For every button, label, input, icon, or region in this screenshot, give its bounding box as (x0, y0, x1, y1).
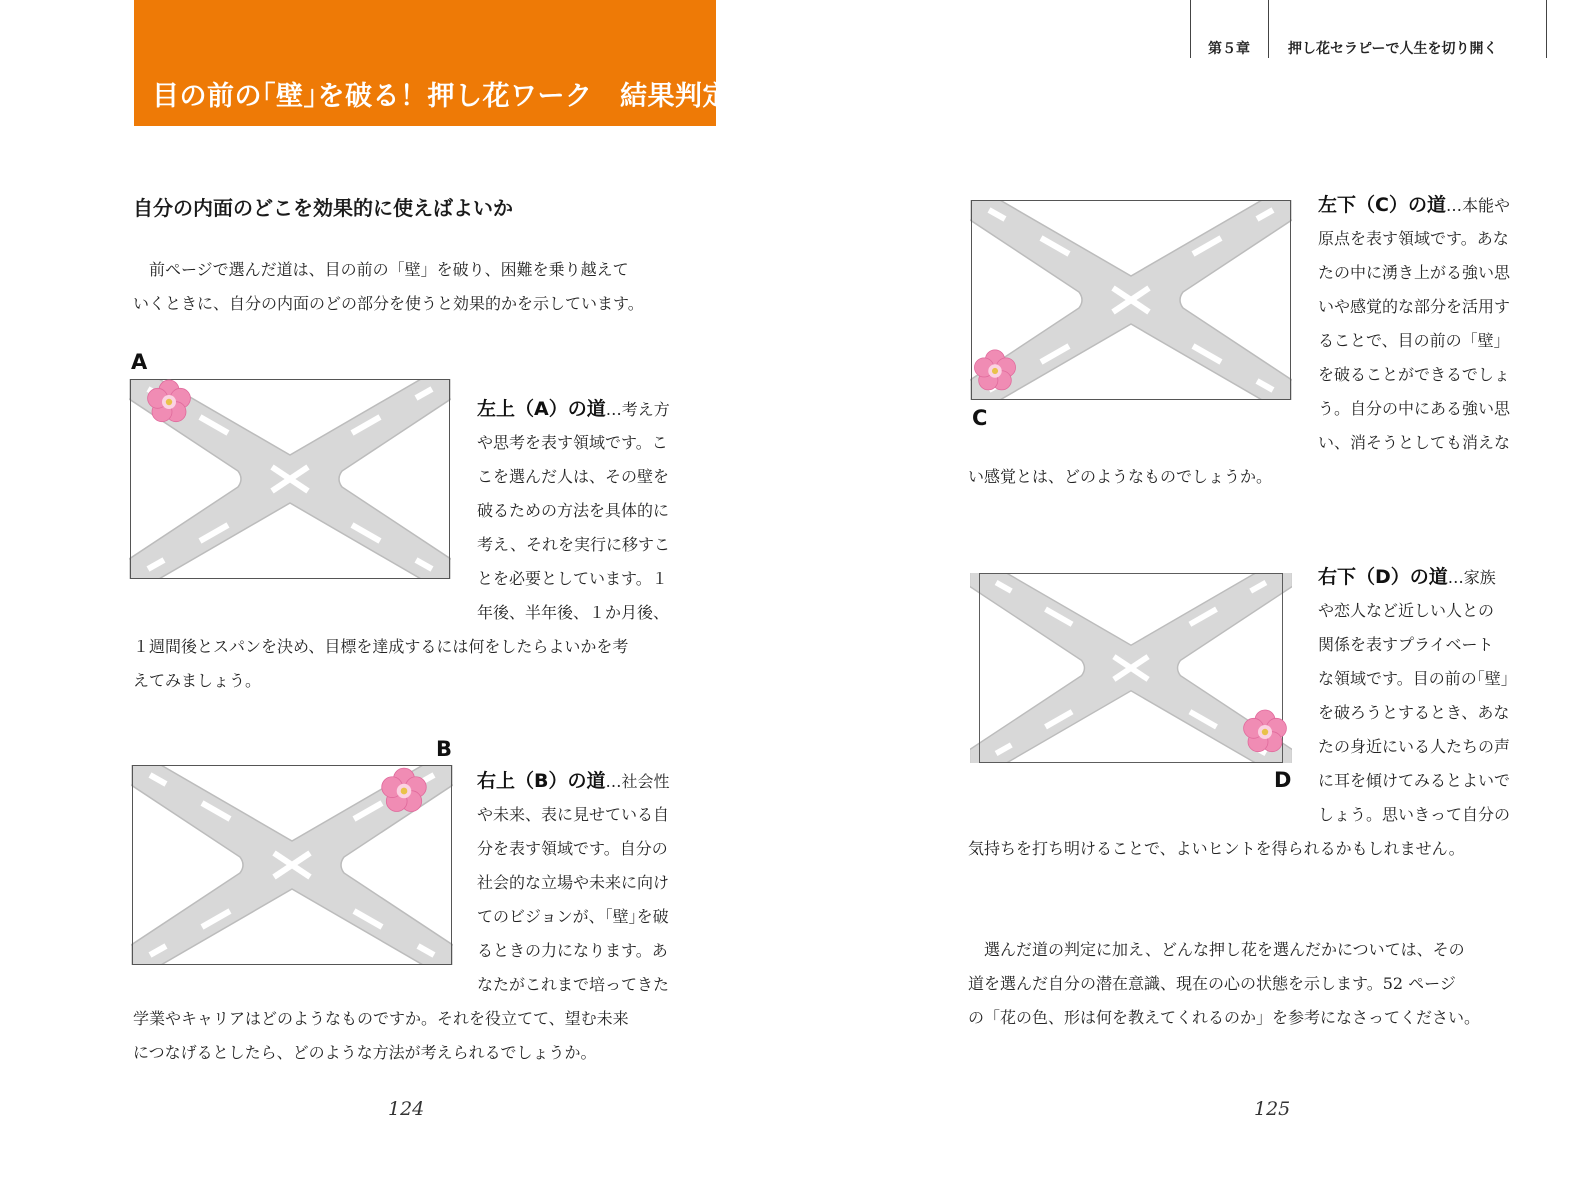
road-c-text-line: う。自分の中にある強い思 (1318, 399, 1511, 418)
road-d-title: 右下（D）の道 (1318, 566, 1448, 588)
road-c-text-line: を破ることができるでしょ (1318, 365, 1510, 384)
road-a-label: A (131, 350, 148, 374)
road-a-text-line: や思考を表す領域です。こ (477, 433, 668, 452)
road-d-text: …家族 (1447, 568, 1496, 587)
closing-line: 道を選んだ自分の潜在意識、現在の心の状態を示します。52 ページ (968, 974, 1456, 993)
road-d-text-line: 気持ちを打ち明けることで、よいヒントを得られるかもしれません。 (968, 839, 1465, 858)
road-c-text-line: ることで、目の前の「壁」 (1318, 331, 1510, 350)
header-divider (1546, 0, 1547, 58)
road-b-figure (131, 765, 453, 965)
road-c-label: C (972, 406, 988, 430)
road-a-text-line: 年後、半年後、１か月後、 (477, 603, 670, 622)
road-b-text-line: 分を表す領域です。自分の (477, 839, 668, 858)
road-b-text-line: てのビジョンが、｢壁｣を破 (477, 907, 669, 926)
road-c-text-line (1318, 188, 1510, 222)
road-d-text-line: に耳を傾けてみるとよいで (1318, 771, 1511, 790)
road-b-text-line: につなげるとしたら、どのような方法が考えられるでしょうか。 (133, 1043, 597, 1062)
road-b-text-line: 学業やキャリアはどのようなものですか。それを役立てて、望む未来 (133, 1009, 629, 1028)
road-d-text-line (1318, 560, 1496, 594)
road-d-text-line: を破ろうとするとき、あな (1318, 703, 1510, 722)
road-b-text-line: や未来、表に見せている自 (477, 805, 670, 824)
road-a-text-line: こを選んだ人は、その壁を (477, 467, 670, 486)
road-a-text-line: 考え、それを実行に移すこ (477, 535, 670, 554)
page-title: 目の前の｢壁｣を破る！押し花ワーク 結果判定 (152, 81, 730, 112)
road-b-text-line (477, 764, 670, 798)
road-d-text-line: 関係を表すプライベート (1318, 635, 1494, 654)
road-b-text-line: 社会的な立場や未来に向け (477, 873, 670, 892)
road-a-text: …考え方 (605, 400, 670, 419)
road-b-text-line: なたがこれまで培ってきた (477, 975, 670, 994)
closing-line: 選んだ道の判定に加え、どんな押し花を選んだかについては、その (968, 940, 1465, 959)
road-b-label: B (436, 737, 453, 761)
road-c-figure (970, 200, 1292, 400)
road-a-title: 左上（A）の道 (477, 398, 606, 420)
title-banner (134, 0, 730, 126)
road-a-text-line (477, 392, 670, 426)
road-d-text-line: や恋人など近しい人との (1318, 601, 1495, 620)
road-c-text-line: い感覚とは、どのようなものでしょうか。 (968, 467, 1273, 486)
intro-line: いくときに、自分の内面のどの部分を使うと効果的かを示しています。 (133, 294, 644, 313)
road-b-text: …社会性 (605, 772, 670, 791)
header-divider (1268, 0, 1269, 58)
road-a-text-line: １週間後とスパンを決め、目標を達成するには何をしたらよいかを考 (133, 637, 629, 656)
road-c-text: …本能や (1445, 196, 1510, 215)
page-number: 124 (388, 1098, 425, 1120)
header-divider (1190, 0, 1191, 58)
road-a-text-line: えてみましょう。 (133, 671, 262, 690)
road-d-figure (970, 573, 1292, 763)
road-c-text-line: いや感覚的な部分を活用す (1318, 297, 1511, 316)
road-a-figure (129, 379, 451, 579)
page-number: 125 (1254, 1098, 1291, 1120)
chapter-title: 押し花セラピーで人生を切り開く (1288, 41, 1498, 57)
closing-line: の「花の色、形は何を教えてくれるのか」を参考になさってください。 (968, 1008, 1481, 1027)
road-a-text-line: 破るための方法を具体的に (477, 501, 670, 520)
intro-line: 前ページで選んだ道は、目の前の「壁」を破り、困難を乗り越えて (133, 260, 629, 279)
road-b-text-line: るときの力になります。あ (477, 941, 668, 960)
road-d-text-line: な領域です。目の前の｢壁｣ (1318, 669, 1509, 688)
right-page (794, 0, 1587, 1200)
road-a-text-line: とを必要としています。１ (477, 569, 668, 588)
road-d-text-line: しょう。思いきって自分の (1318, 805, 1511, 824)
road-b-title: 右上（B）の道 (477, 770, 606, 792)
section-heading: 自分の内面のどこを効果的に使えばよいか (133, 196, 513, 220)
road-c-text-line: い、消そうとしても消えな (1318, 433, 1511, 452)
road-c-text-line: たの中に湧き上がる強い思 (1318, 263, 1511, 282)
road-c-text-line: 原点を表す領域です。あな (1318, 229, 1509, 248)
road-d-text-line: たの身近にいる人たちの声 (1318, 737, 1511, 756)
chapter-label: 第５章 (1208, 41, 1250, 57)
road-c-title: 左下（C）の道 (1318, 194, 1446, 216)
road-d-label: D (1274, 768, 1292, 792)
